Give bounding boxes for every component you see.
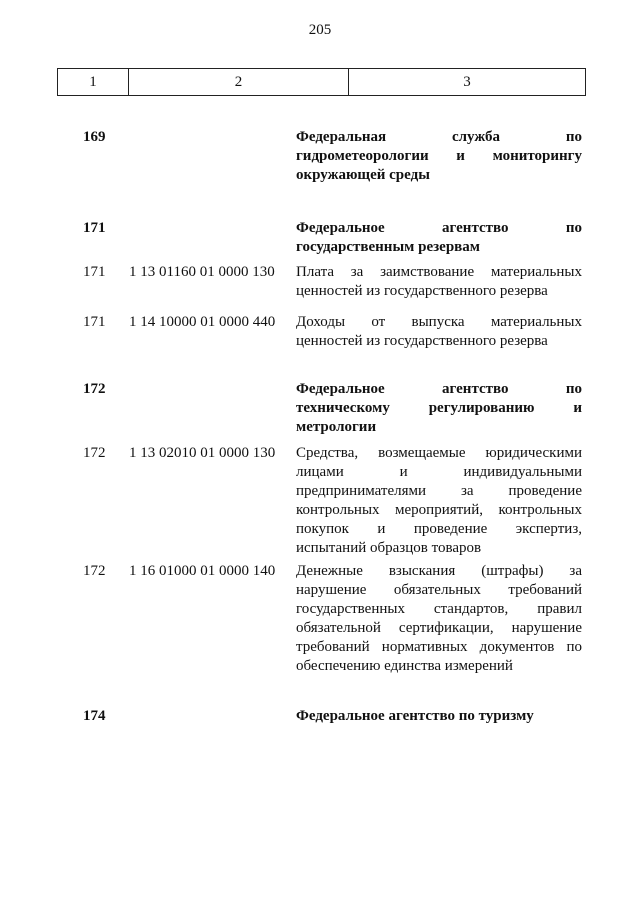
agency-code: 172 [83,381,106,397]
budget-code: 1 13 02010 01 0000 130 [129,445,276,461]
description: Средства, возмещаемые юридическими лицами и индивидуальными предпринимателями за проведение контрольных мероприятий, контрольных покупок и проведение экспертиз, испытаний образцов товаров [296,445,582,556]
column-header-1: 1 [58,69,129,95]
description: Федеральное агентство по туризму [296,708,534,724]
agency-code: 169 [83,129,106,145]
column-header-3: 3 [463,73,471,90]
page-number: 205 [308,22,332,38]
agency-code: 171 [83,220,106,236]
agency-code: 171 [83,264,106,280]
column-header-table [57,68,586,96]
budget-code: 1 13 01160 01 0000 130 [129,264,275,280]
budget-code: 1 16 01000 01 0000 140 [129,563,276,579]
agency-code: 174 [83,708,106,724]
description: Федеральное агентство по государственным резервам [296,220,582,255]
budget-code: 1 14 10000 01 0000 440 [129,314,276,330]
description: Федеральная служба по гидрометеорологии и мониторингу окружающей среды [296,129,582,183]
description: Доходы от выпуска материальных ценностей из государственного резерва [296,314,582,349]
column-header-2: 2 [129,69,349,95]
description: Плата за заимствование материальных ценностей из государственного резерва [296,264,582,299]
description: Федеральное агентство по техническому регулированию и метрологии [296,381,582,435]
description: Денежные взыскания (штрафы) за нарушение обязательных требований государственных стандартов, правил обязательной сертификации, нарушение требований нормативных документов по обеспечению единства измерений [296,563,582,674]
agency-code: 171 [83,314,106,330]
agency-code: 172 [83,563,106,579]
agency-code: 172 [83,445,106,461]
